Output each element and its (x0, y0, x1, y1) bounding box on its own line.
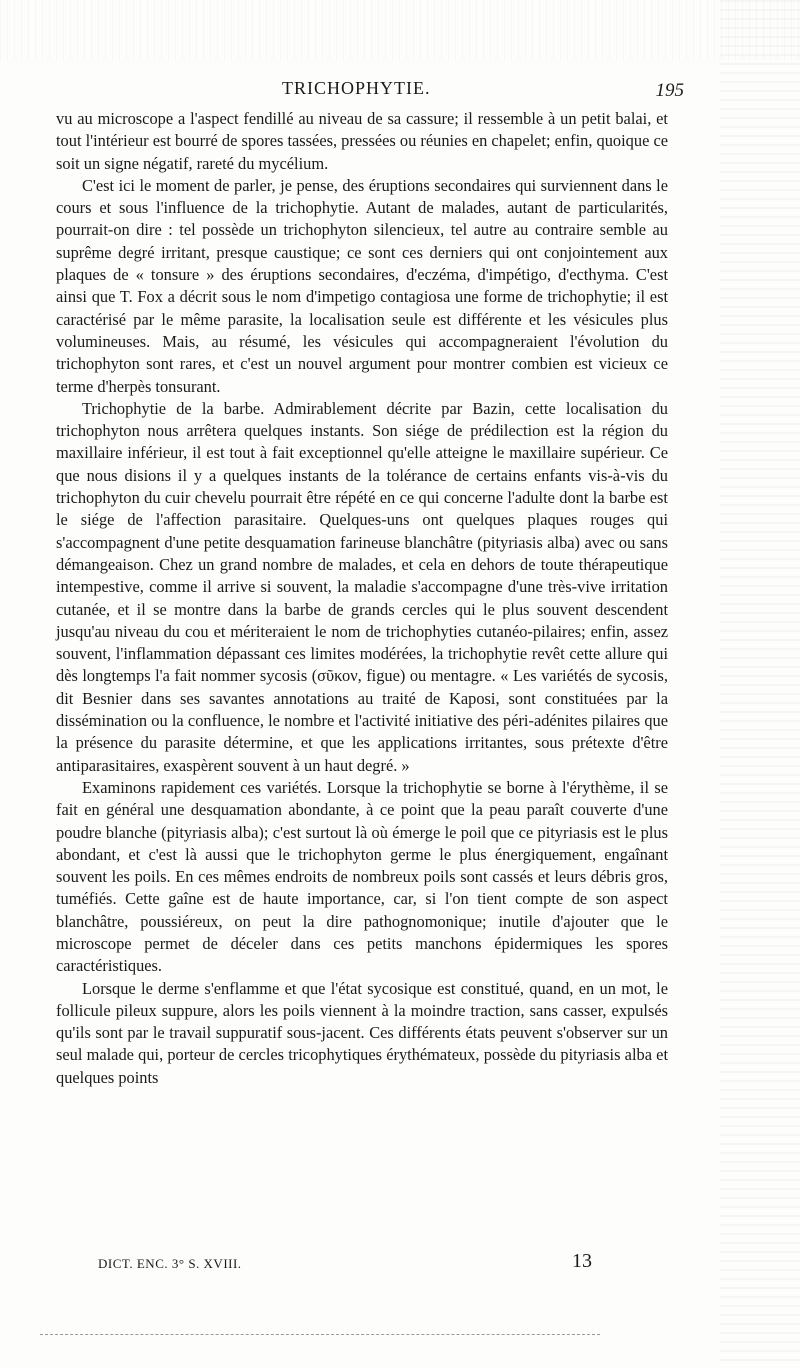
sheet-number: 13 (572, 1250, 592, 1272)
signature-mark: DICT. ENC. 3° S. XVIII. (98, 1256, 242, 1271)
page-footer (98, 1250, 658, 1276)
scan-noise-top (0, 0, 800, 60)
paragraph: Lorsque le derme s'enflamme et que l'état sycosique est constitué, quand, en un mot, le follicule pileux suppure, alors les poils viennent à la moindre traction, sans casser, expulsés qu'ils sont par le travail suppuratif sous-jacent. Ces différents états peuvent s'observer sur un seul malade qui, porteur de cercles tricophytiques érythémateux, possède du pityriasis alba et quelques points (56, 978, 668, 1087)
scan-noise-edge (720, 0, 800, 1368)
paragraph: Examinons rapidement ces variétés. Lorsque la trichophytie se borne à l'érythème, il se fait en général une desquamation abondante, à ce point que la peau paraît couverte d'une poudre blanche (pityriasis alba); c'est surtout là où émerge le poil que ce pityriasis est le plus abondant, et c'est là aussi que le trichophyton germe le plus énergiquement, engaînant souvent les poils. En ces mêmes endroits de nombreux poils sont cassés et leurs débris gros, tuméfiés. Cette gaîne est de haute importance, car, si l'on tient compte de son aspect blanchâtre, poussiéreux, on peut la dire pathognomonique; inutile d'ajouter que le microscope permet de déceler dans ces petits manchons épidermiques les spores caractéristiques. (56, 777, 668, 976)
page-number: 195 (655, 80, 684, 101)
paragraph: vu au microscope a l'aspect fendillé au niveau de sa cassure; il ressemble à un petit balai, et tout l'intérieur est bourré de spores tassées, pressées ou réunies en chapelet; enfin, quoique ce soit un signe négatif, rareté du mycélium. (56, 109, 668, 173)
running-title: TRICHOPHYTIE. (282, 78, 431, 98)
bottom-rule (40, 1334, 600, 1336)
body-text (56, 108, 668, 1089)
paragraph: C'est ici le moment de parler, je pense, des éruptions secondaires qui surviennent dans le cours et sous l'influence de la trichophytie. Autant de malades, autant de particularités, pourrait-on dire : tel possède un trichophyton silencieux, tel autre au contraire semble au suprême degré irritant, presque caustique; ce sont ces derniers qui ont conjointement aux plaques de « tonsure » des éruptions secondaires, d'eczéma, d'impétigo, d'ecthyma. C'est ainsi que T. Fox a décrit sous le nom d'impetigo contagiosa une forme de trichophytie; il est caractérisé par le même parasite, la localisation seule est différente et les vésicules plus volumineuses. Mais, au résumé, les vésicules qui accompagneraient l'évolution du trichophyton sont rares, et c'est un nouvel argument pour montrer combien est vicieux ce terme d'herpès tonsurant. (56, 175, 668, 396)
page-header (84, 78, 684, 108)
paragraph: Trichophytie de la barbe. Admirablement décrite par Bazin, cette localisation du trichophyton nous arrêtera quelques instants. Son siége de prédilection est la région du maxillaire inférieur, il est tout à fait exceptionnel qu'elle atteigne le maxillaire supérieur. Ce que nous disions il y a quelques instants de la tolérance de certains enfants vis-à-vis du trichophyton du cuir chevelu pourrait être répété en ce qui concerne l'adulte dont la barbe est le siége de l'affection parasitaire. Quelques-uns ont quelques plaques rouges qui s'accompagnent d'une petite desquamation farineuse blanchâtre (pityriasis alba) avec ou sans démangeaison. Chez un grand nombre de malades, et cela en dehors de toute thérapeutique intempestive, comme il arrive si souvent, la maladie s'accompagne d'une très-vive irritation cutanée, et il se montre dans la barbe de grands cercles qui le plus souvent descendent jusqu'au niveau du cou et mériteraient le nom de trichophyties cutanéo-pilaires; enfin, assez souvent, l'inflammation dépassant ces limites modérées, la trichophytie revêt cette allure qui dès longtemps l'a fait nommer sycosis (σῦκον, figue) ou mentagre. « Les variétés de sycosis, dit Besnier dans ses savantes annotations au traité de Kaposi, sont constituées par la dissémination ou la confluence, le nombre et l'activité initiative des péri-adénites pilaires que la présence du parasite détermine, et que les applications irritantes, sous prétexte d'être antiparasitaires, exaspèrent souvent à un haut degré. » (56, 398, 668, 775)
